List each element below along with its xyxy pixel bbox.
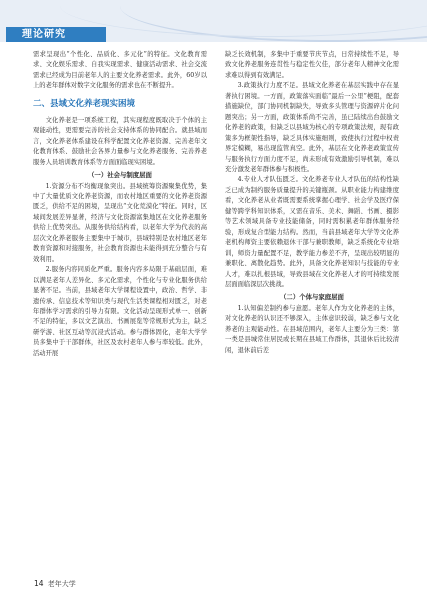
left-column [33, 50, 207, 359]
page-number: 14 [34, 579, 44, 588]
subsection-heading: （一）社会与制度层面 [88, 171, 152, 180]
header-band [0, 0, 427, 42]
section-heading: 二、县域文化养老现实困境 [33, 98, 136, 109]
paragraph: 缺乏长效机制，多集中于重要节庆节点，日常持续性不足，导致文化养老服务连贯性与稳定性欠佳，部分老年人精神文化需求难以得到有效满足。 [225, 51, 399, 79]
paragraph: 4.专业人才队伍匮乏。文化养老专业人才队伍的结构性缺乏已成为制约服务质量提升的关键瓶颈。从职业能力构建维度看，文化养老从业者既需要系统掌握心理学、社会学及医疗保健等跨学科知识体系，又需在音乐、美术、舞蹈、书画、摄影等艺术领域具备专业技能储备，同时需积累老年群体服务经验，形成复合型能力结构。然而，当前县域老年大学等文化养老机构师资主要依赖退休干部与兼职教师，缺乏系统化专业培训，师资力量配置不足，教学能力参差不齐，呈现出较明显的兼职化、离散化趋势。此外，具备文化养老知识与技能的专业人才，难以扎根县域，导致县域在文化养老人才的可持续发展层面面临深层次挑战。 [225, 176, 399, 288]
subsection-heading: （二）个体与家庭层面 [280, 293, 344, 302]
journal-name: 老年大学 [47, 580, 76, 588]
paragraph: 2.服务内容同质化严重。服务内容多局限于基础层面，难以满足老年人差异化、多元化需求，个性化与专业化服务供给显著不足。当前，县域老年大学课程设置中，政治、哲学、非遗传承、信息技术等知识类与现代生活类课程相对匮乏，对老年群体学习需求的引导力有限。文化活动呈现形式单一、创新不足的特征，多以文艺演出、书画展览等常规形式为主，缺乏研学游、社区互动等沉浸式活动。参与群体固化，老年大学学员多集中于干部群体，社区及农村老年人参与率较低。此外，活动开展 [33, 266, 207, 357]
paragraph: 需求呈现出“个性化、品质化、多元化”的特征。文化教育需求、文化娱乐需求、自我实现需求、健康活动需求、社会交流需求已经成为目前老年人的主要文化养老需求。此外，60岁以上的老年群体对数字文化服务的需求也在不断提升。 [33, 51, 207, 90]
section-tag: 理论研究 [6, 27, 106, 42]
paragraph: 3.政策执行力度不足。县域文化养老在基层实践中存在显著执行困境。一方面，政策落实面临“最后一公里”梗阻，配套措施缺位，部门协同机制缺失，导致多头管理与资源碎片化问题突出；另一方面，政策体系尚不完善，虽已陆续出台鼓励文化养老的政策，但缺乏以县域为核心的专项政策法规，现有政策多为框架性指导，缺乏具体实施细则，致使执行过程中权责界定模糊，易出现监管真空。此外，基层在文化养老政策宣传与服务执行方面力度不足，尚未形成有效激励引导机制，难以充分激发老年群体参与积极性。 [225, 82, 399, 173]
header-wave-decoration [60, 0, 427, 37]
paragraph: 1.资源分布不均衡现象突出。县域统筹资源聚集优势，集中了大量优质文化养老资源，而农村地区重要的文化养老资源匮乏，供给不足的困境，呈现出“文化荒漠化”特征。同时，区域间发展差异显著，经济与文化资源富集地区在文化养老服务供给上优势突出。从服务供给结构看，以老年大学为代表的高层次文化养老服务主要集中于城市，县域特别是农村地区老年教育资源和对接服务，社会教育资源也未能得到充分整合与有效利用。 [33, 182, 207, 263]
right-column [225, 50, 399, 356]
paragraph: 文化养老是一项系统工程，其实现程度既取决于个体的主观能动性，更需要完善的社会支持体系的协同配合。就县域而言，文化养老体系建设在科学配置文化养老资源、完善老年文化教育体系、鼓励社会各界力量参与文化养老服务、完善养老服务人员培训教育体系等方面面临现实困境。 [33, 116, 207, 166]
paragraph: 1.认知偏差制约参与意愿。老年人作为文化养老的主体，对文化养老的认识还不够深入，主体意识较弱，缺乏参与文化养老的主观能动性。在县域范围内，老年人主要分为三类：第一类是县城常住居民或长期在县域工作群体，其退休后比较清闲，退休前后差 [225, 304, 399, 354]
page-footer [34, 579, 76, 589]
